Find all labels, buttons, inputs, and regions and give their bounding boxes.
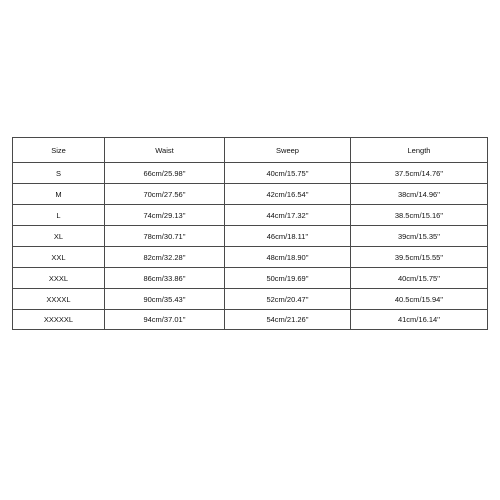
cell-length: 39cm/15.35'' [350, 225, 488, 246]
cell-sweep: 44cm/17.32'' [224, 204, 350, 225]
cell-length: 37.5cm/14.76'' [350, 162, 488, 183]
header-size: Size [12, 137, 104, 162]
cell-length: 39.5cm/15.55'' [350, 246, 488, 267]
cell-waist: 82cm/32.28'' [104, 246, 224, 267]
table-row [12, 267, 488, 288]
cell-sweep: 52cm/20.47'' [224, 288, 350, 309]
cell-sweep: 48cm/18.90'' [224, 246, 350, 267]
table-row [12, 246, 488, 267]
cell-size: L [12, 204, 104, 225]
header-sweep: Sweep [224, 137, 350, 162]
table-row [12, 288, 488, 309]
cell-sweep: 40cm/15.75'' [224, 162, 350, 183]
header-waist: Waist [104, 137, 224, 162]
cell-waist: 90cm/35.43'' [104, 288, 224, 309]
header-length: Length [350, 137, 488, 162]
cell-length: 38.5cm/15.16'' [350, 204, 488, 225]
cell-waist: 86cm/33.86'' [104, 267, 224, 288]
cell-size: XXL [12, 246, 104, 267]
table-row [12, 162, 488, 183]
cell-length: 40cm/15.75'' [350, 267, 488, 288]
table-row [12, 225, 488, 246]
cell-waist: 70cm/27.56'' [104, 183, 224, 204]
table-row [12, 204, 488, 225]
cell-sweep: 42cm/16.54'' [224, 183, 350, 204]
cell-waist: 74cm/29.13'' [104, 204, 224, 225]
cell-size: M [12, 183, 104, 204]
cell-sweep: 46cm/18.11'' [224, 225, 350, 246]
cell-length: 41cm/16.14'' [350, 309, 488, 330]
cell-size: XXXXXL [12, 309, 104, 330]
table-header-row [12, 137, 488, 162]
cell-size: XL [12, 225, 104, 246]
size-chart-table [12, 137, 488, 330]
cell-length: 38cm/14.96'' [350, 183, 488, 204]
cell-waist: 78cm/30.71'' [104, 225, 224, 246]
cell-size: XXXL [12, 267, 104, 288]
table-row [12, 309, 488, 330]
cell-waist: 66cm/25.98'' [104, 162, 224, 183]
cell-waist: 94cm/37.01'' [104, 309, 224, 330]
cell-sweep: 50cm/19.69'' [224, 267, 350, 288]
table-row [12, 183, 488, 204]
cell-size: XXXXL [12, 288, 104, 309]
cell-length: 40.5cm/15.94'' [350, 288, 488, 309]
cell-sweep: 54cm/21.26'' [224, 309, 350, 330]
cell-size: S [12, 162, 104, 183]
